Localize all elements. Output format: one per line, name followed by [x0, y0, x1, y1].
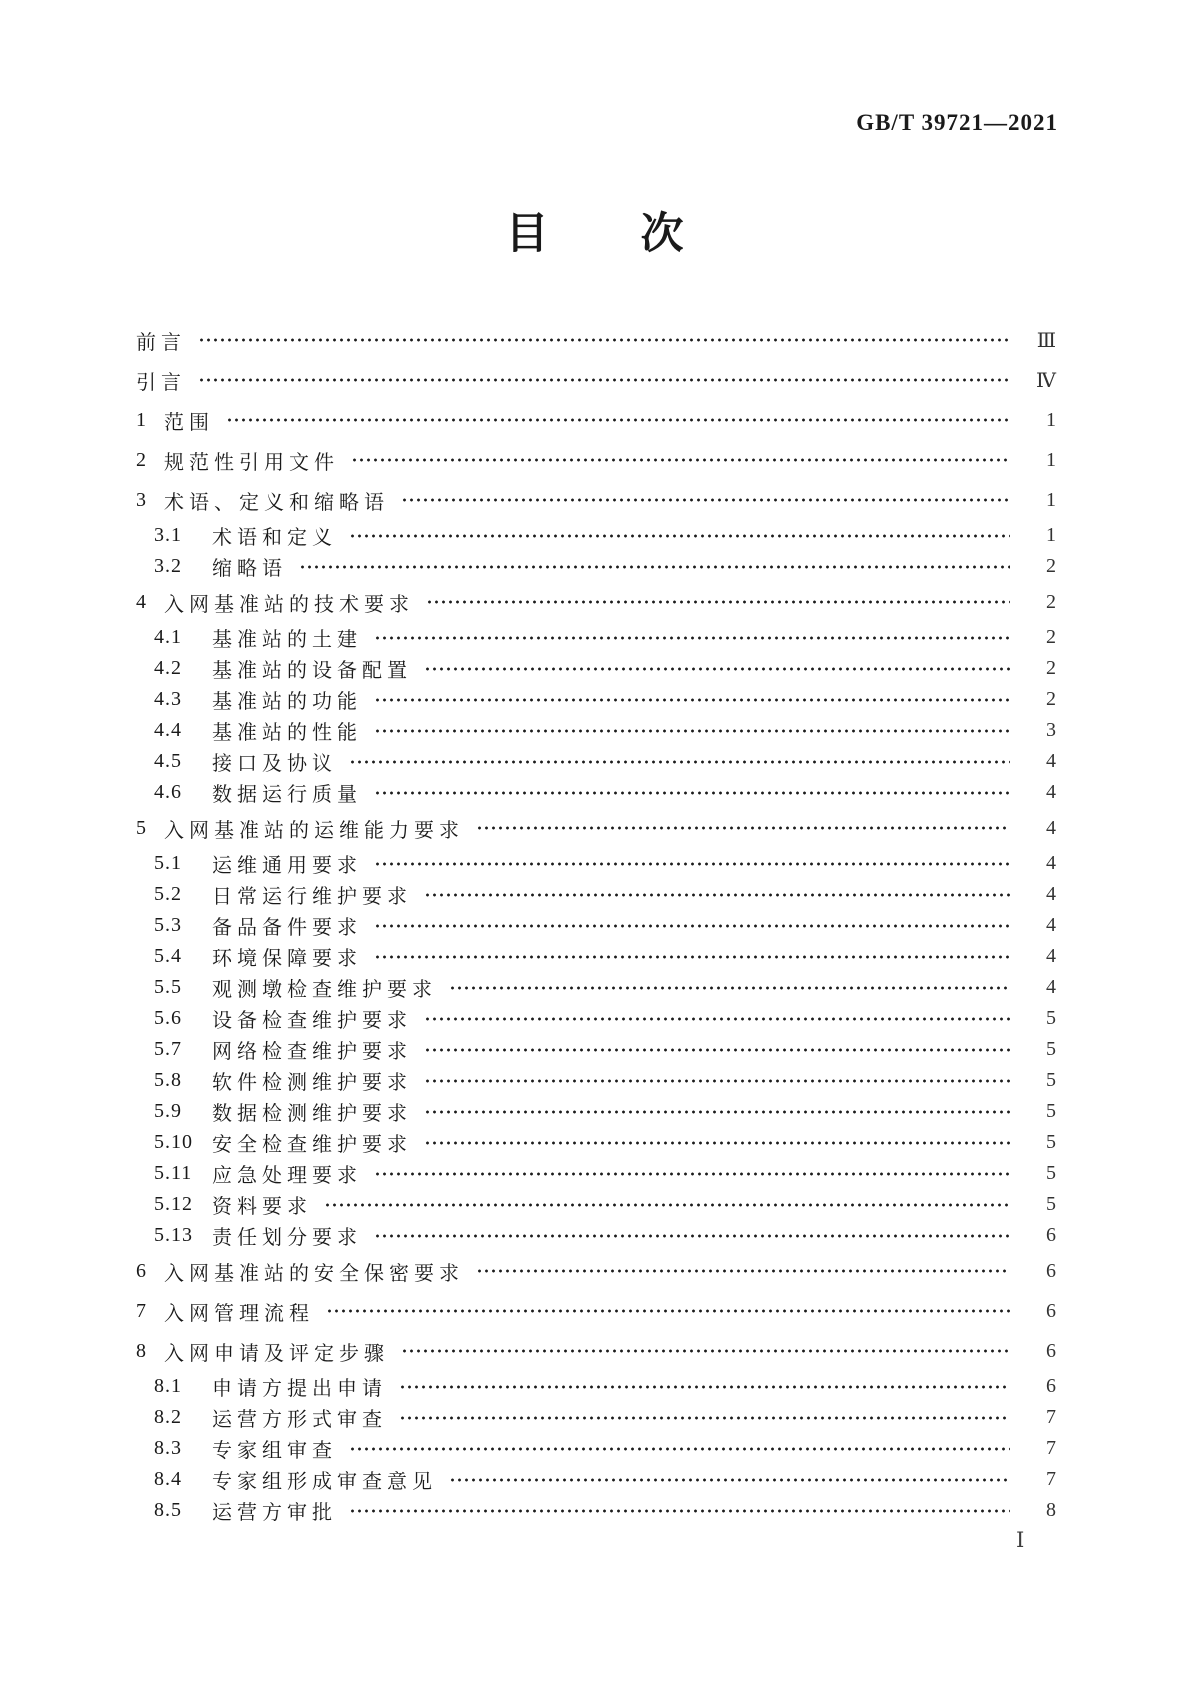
toc-entry-label: 安全检查维护要求: [212, 1134, 412, 1156]
toc-entry-label: 入网基准站的安全保密要求: [164, 1262, 464, 1285]
dot-leader: [424, 1102, 1010, 1122]
toc-entry-number: 1: [136, 408, 147, 431]
toc-entry-label: 网络检查维护要求: [212, 1041, 412, 1063]
toc-entry: [122, 1495, 1058, 1526]
dot-leader: [324, 1195, 1010, 1215]
toc-entry: [122, 551, 1058, 582]
toc-entry-number: 5.10: [154, 1131, 193, 1153]
toc-entry-label: 数据运行质量: [212, 784, 362, 806]
dot-leader: [374, 947, 1010, 967]
dot-leader: [374, 690, 1010, 710]
dot-leader: [374, 854, 1010, 874]
toc-entry-page: Ⅲ: [1036, 329, 1056, 352]
toc-list: [122, 320, 1058, 1526]
dot-leader: [374, 628, 1010, 648]
toc-entry: [122, 520, 1058, 551]
toc-entry-page: 5: [1046, 1007, 1056, 1029]
toc-entry-page: 6: [1046, 1259, 1056, 1282]
dot-leader: [476, 818, 1010, 838]
dot-leader: [349, 1501, 1010, 1521]
toc-entry-number: 5.6: [154, 1007, 182, 1029]
toc-entry-page: 5: [1046, 1069, 1056, 1091]
dot-leader: [374, 783, 1010, 803]
toc-entry-label: 日常运行维护要求: [212, 886, 412, 908]
toc-entry-label: 接口及协议: [212, 753, 337, 775]
dot-leader: [349, 1439, 1010, 1459]
dot-leader: [198, 370, 1010, 390]
toc-entry-number: 4: [136, 590, 147, 613]
toc-entry: [122, 1003, 1058, 1034]
toc-entry: [122, 320, 1058, 360]
dot-leader: [424, 1133, 1010, 1153]
toc-entry: [122, 360, 1058, 400]
dot-leader: [401, 490, 1010, 510]
toc-entry: [122, 746, 1058, 777]
dot-leader: [198, 330, 1010, 350]
toc-entry-page: 6: [1046, 1299, 1056, 1322]
dot-leader: [426, 592, 1010, 612]
toc-entry: [122, 1371, 1058, 1402]
toc-entry-page: 8: [1046, 1499, 1056, 1521]
toc-entry-page: 2: [1046, 688, 1056, 710]
toc-entry-number: 4.4: [154, 719, 182, 741]
toc-entry-number: 5.4: [154, 945, 182, 967]
toc-entry-label: 引言: [136, 371, 186, 394]
toc-entry-label: 申请方提出申请: [212, 1378, 387, 1400]
dot-leader: [226, 410, 1010, 430]
page-title: 目 次: [505, 211, 686, 258]
toc-entry-label: 专家组形成审查意见: [212, 1471, 437, 1493]
dot-leader: [449, 978, 1010, 998]
toc-entry-page: 5: [1046, 1162, 1056, 1184]
toc-entry-label: 专家组审查: [212, 1440, 337, 1462]
toc-entry-label: 入网管理流程: [164, 1302, 314, 1325]
dot-leader: [476, 1261, 1010, 1281]
dot-leader: [374, 1226, 1010, 1246]
toc-entry-page: 7: [1046, 1437, 1056, 1459]
toc-entry-label: 入网申请及评定步骤: [164, 1342, 389, 1365]
toc-entry-page: 1: [1046, 408, 1056, 431]
toc-entry-label: 基准站的土建: [212, 629, 362, 651]
toc-entry-label: 观测墩检查维护要求: [212, 979, 437, 1001]
toc-entry-label: 基准站的性能: [212, 722, 362, 744]
toc-entry: [122, 848, 1058, 879]
toc-entry-number: 4.5: [154, 750, 182, 772]
footer-page-number: Ⅰ: [1016, 1528, 1025, 1552]
toc-entry-number: 8.3: [154, 1437, 182, 1459]
toc-entry-number: 5.8: [154, 1069, 182, 1091]
dot-leader: [374, 1164, 1010, 1184]
toc-entry-number: 5.11: [154, 1162, 193, 1184]
toc-entry-label: 数据检测维护要求: [212, 1103, 412, 1125]
toc-entry: [122, 1331, 1058, 1371]
toc-entry: [122, 1251, 1058, 1291]
toc-entry: [122, 1291, 1058, 1331]
dot-leader: [349, 526, 1010, 546]
toc-entry: [122, 808, 1058, 848]
dot-leader: [424, 885, 1010, 905]
toc-entry: [122, 582, 1058, 622]
toc-entry-label: 前言: [136, 331, 186, 354]
dot-leader: [424, 659, 1010, 679]
toc-entry-label: 设备检查维护要求: [212, 1010, 412, 1032]
toc-entry-label: 基准站的功能: [212, 691, 362, 713]
toc-entry-page: 4: [1046, 750, 1056, 772]
toc-entry: [122, 653, 1058, 684]
toc-entry: [122, 1464, 1058, 1495]
toc-entry-number: 4.1: [154, 626, 182, 648]
toc-entry: [122, 1433, 1058, 1464]
dot-leader: [374, 916, 1010, 936]
toc-entry: [122, 440, 1058, 480]
toc-entry-number: 7: [136, 1299, 147, 1322]
dot-leader: [424, 1009, 1010, 1029]
toc-entry-page: 5: [1046, 1100, 1056, 1122]
dot-leader: [326, 1301, 1010, 1321]
toc-entry: [122, 480, 1058, 520]
toc-entry: [122, 1065, 1058, 1096]
toc-entry: [122, 1189, 1058, 1220]
toc-entry: [122, 1158, 1058, 1189]
toc-entry-number: 8.5: [154, 1499, 182, 1521]
toc-entry-number: 5.12: [154, 1193, 193, 1215]
dot-leader: [349, 752, 1010, 772]
toc-entry-number: 5.3: [154, 914, 182, 936]
toc-entry-page: 2: [1046, 626, 1056, 648]
toc-entry-page: 3: [1046, 719, 1056, 741]
toc-entry-label: 运维通用要求: [212, 855, 362, 877]
toc-entry-page: 5: [1046, 1131, 1056, 1153]
toc-entry-page: 7: [1046, 1406, 1056, 1428]
toc-entry-number: 4.2: [154, 657, 182, 679]
dot-leader: [374, 721, 1010, 741]
toc-entry-page: 6: [1046, 1339, 1056, 1362]
toc-entry-number: 8.2: [154, 1406, 182, 1428]
standard-number: GB/T 39721—2021: [856, 110, 1058, 135]
dot-leader: [299, 557, 1010, 577]
toc-entry: [122, 1402, 1058, 1433]
dot-leader: [424, 1040, 1010, 1060]
toc-entry-label: 术语和定义: [212, 527, 337, 549]
toc-entry-label: 备品备件要求: [212, 917, 362, 939]
toc-entry-label: 入网基准站的技术要求: [164, 593, 414, 616]
toc-entry-number: 2: [136, 448, 147, 471]
toc-entry-page: 6: [1046, 1224, 1056, 1246]
toc-entry-number: 3.2: [154, 555, 182, 577]
toc-entry: [122, 1034, 1058, 1065]
toc-entry-number: 5: [136, 816, 147, 839]
dot-leader: [449, 1470, 1010, 1490]
toc-entry-page: 5: [1046, 1038, 1056, 1060]
toc-entry: [122, 910, 1058, 941]
toc-entry-number: 5.5: [154, 976, 182, 998]
toc-entry-label: 入网基准站的运维能力要求: [164, 819, 464, 842]
toc-entry-label: 术语、定义和缩略语: [164, 491, 389, 514]
toc-entry-page: 7: [1046, 1468, 1056, 1490]
toc-entry-label: 责任划分要求: [212, 1227, 362, 1249]
toc-entry-number: 5.9: [154, 1100, 182, 1122]
toc-entry: [122, 1127, 1058, 1158]
toc-entry-page: 1: [1046, 448, 1056, 471]
toc-entry-label: 范围: [164, 411, 214, 434]
toc-entry-number: 5.2: [154, 883, 182, 905]
toc-entry-number: 8: [136, 1339, 147, 1362]
toc-entry-number: 5.13: [154, 1224, 193, 1246]
dot-leader: [351, 450, 1010, 470]
toc-entry-page: 1: [1046, 524, 1056, 546]
toc-entry-number: 8.1: [154, 1375, 182, 1397]
toc-entry-label: 资料要求: [212, 1196, 312, 1218]
toc-entry-page: 4: [1046, 816, 1056, 839]
toc-entry-page: 6: [1046, 1375, 1056, 1397]
toc-entry-page: 2: [1046, 590, 1056, 613]
toc-entry-page: 4: [1046, 883, 1056, 905]
toc-entry-page: Ⅳ: [1036, 369, 1056, 392]
dot-leader: [424, 1071, 1010, 1091]
toc-entry-label: 基准站的设备配置: [212, 660, 412, 682]
toc-entry-label: 环境保障要求: [212, 948, 362, 970]
toc-entry-label: 缩略语: [212, 558, 287, 580]
dot-leader: [399, 1377, 1010, 1397]
toc-entry-label: 规范性引用文件: [164, 451, 339, 474]
toc-entry-label: 运营方审批: [212, 1502, 337, 1524]
toc-entry-page: 2: [1046, 555, 1056, 577]
toc-entry-page: 4: [1046, 976, 1056, 998]
toc-entry-page: 4: [1046, 914, 1056, 936]
toc-entry: [122, 777, 1058, 808]
toc-entry: [122, 941, 1058, 972]
toc-entry-number: 6: [136, 1259, 147, 1282]
toc-entry-number: 4.6: [154, 781, 182, 803]
toc-entry-page: 2: [1046, 657, 1056, 679]
toc-entry-page: 4: [1046, 852, 1056, 874]
toc-entry-page: 5: [1046, 1193, 1056, 1215]
toc-entry-number: 3.1: [154, 524, 182, 546]
toc-entry: [122, 715, 1058, 746]
toc-entry-label: 软件检测维护要求: [212, 1072, 412, 1094]
toc-entry: [122, 972, 1058, 1003]
toc-entry: [122, 1096, 1058, 1127]
toc-entry-label: 运营方形式审查: [212, 1409, 387, 1431]
toc-entry-number: 8.4: [154, 1468, 182, 1490]
toc-entry-number: 5.1: [154, 852, 182, 874]
toc-entry-number: 3: [136, 488, 147, 511]
toc-entry: [122, 879, 1058, 910]
toc-entry-page: 4: [1046, 945, 1056, 967]
dot-leader: [401, 1341, 1010, 1361]
toc-entry-label: 应急处理要求: [212, 1165, 362, 1187]
toc-entry-page: 1: [1046, 488, 1056, 511]
toc-entry: [122, 1220, 1058, 1251]
toc-entry-number: 5.7: [154, 1038, 182, 1060]
toc-entry: [122, 400, 1058, 440]
toc-entry-number: 4.3: [154, 688, 182, 710]
toc-entry: [122, 622, 1058, 653]
dot-leader: [399, 1408, 1010, 1428]
toc-entry: [122, 684, 1058, 715]
toc-entry-page: 4: [1046, 781, 1056, 803]
